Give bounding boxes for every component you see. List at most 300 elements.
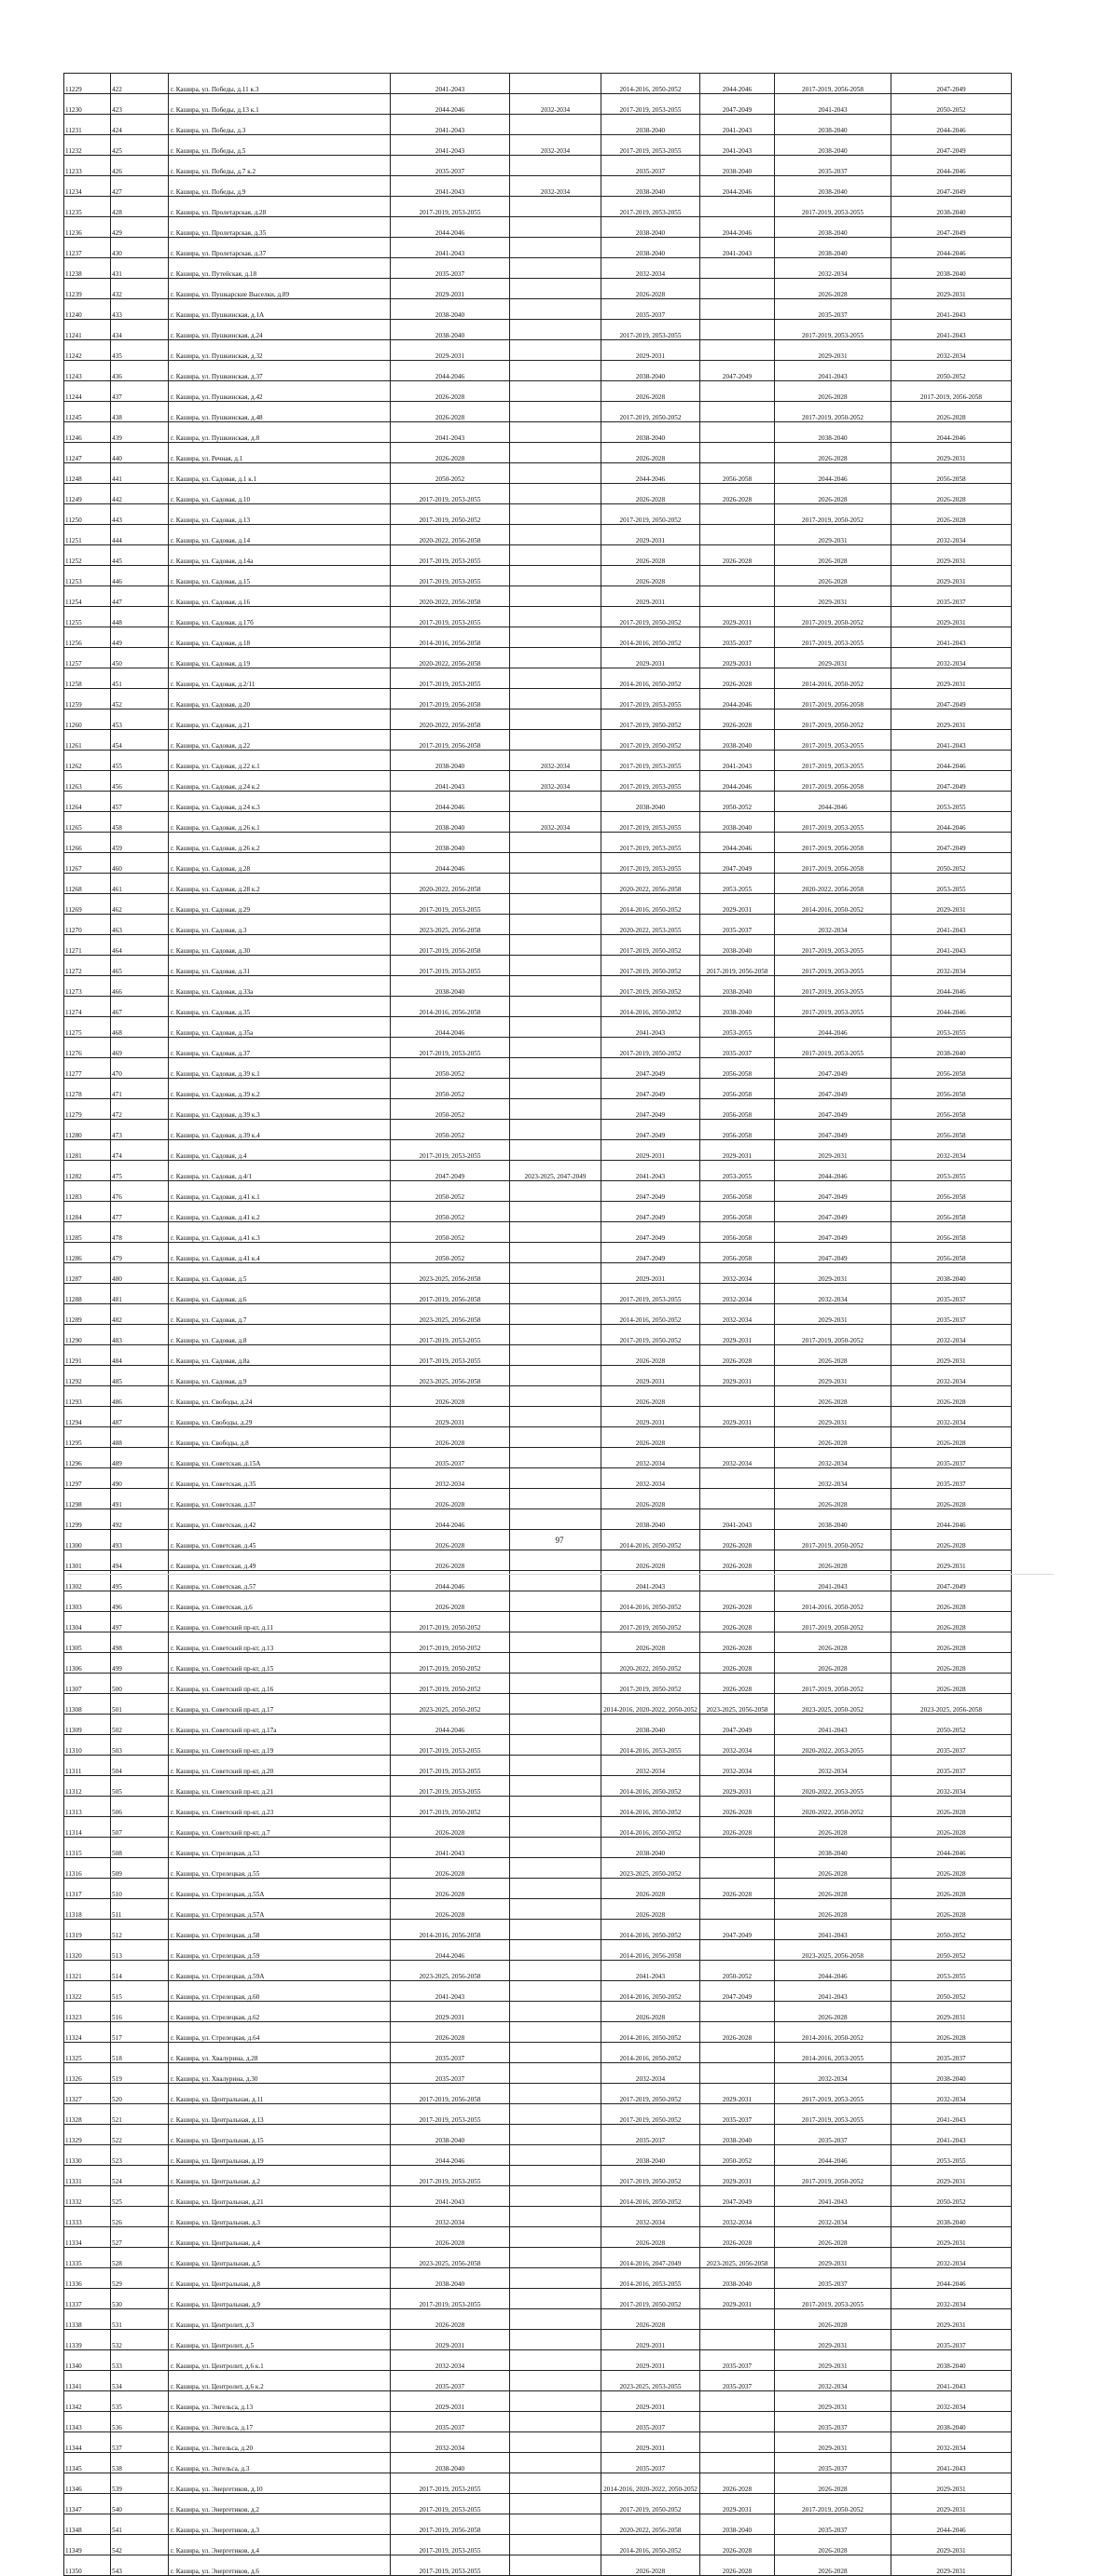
- cell-period-c: 2014-2016, 2053-2055: [601, 1735, 700, 1756]
- cell-period-b: [510, 730, 601, 751]
- cell-period-e: 2044-2046: [775, 1017, 891, 1038]
- cell-period-e: 2038-2040: [775, 238, 891, 258]
- cell-period-e: 2026-2028: [775, 2535, 891, 2555]
- cell-period-f: 2029-2031: [891, 2227, 1012, 2248]
- cell-period-c: 2014-2016, 2050-2052: [601, 627, 700, 648]
- cell-period-c: 2047-2049: [601, 1181, 700, 1202]
- cell-period-a: 2026-2028: [391, 1489, 510, 1509]
- cell-period-a: 2017-2019, 2056-2058: [391, 2514, 510, 2535]
- cell-row-number: 11262: [64, 751, 111, 771]
- cell-address: г. Кашира, ул. Садовая, д.20: [169, 689, 391, 709]
- cell-period-e: 2047-2049: [775, 1181, 891, 1202]
- cell-period-e: 2026-2028: [775, 2227, 891, 2248]
- cell-period-c: 2020-2022, 2053-2055: [601, 915, 700, 935]
- cell-period-c: 2047-2049: [601, 1222, 700, 1243]
- cell-period-f: 2032-2034: [891, 1140, 1012, 1161]
- cell-period-a: 2017-2019, 2053-2055: [391, 1038, 510, 1058]
- cell-item-number: 534: [111, 2371, 169, 2391]
- cell-period-f: 2047-2049: [891, 771, 1012, 792]
- cell-address: г. Кашира, ул. Центролит, д.3: [169, 2309, 391, 2330]
- cell-period-e: 2017-2019, 2050-2052: [775, 402, 891, 422]
- table-row: [64, 217, 1012, 238]
- cell-period-c: 2014-2016, 2050-2052: [601, 1530, 700, 1550]
- cell-period-e: 2044-2046: [775, 2145, 891, 2166]
- cell-period-d: 2047-2049: [700, 1715, 775, 1735]
- cell-period-f: 2029-2031: [891, 2309, 1012, 2330]
- cell-row-number: 11345: [64, 2453, 111, 2473]
- cell-period-b: [510, 709, 601, 730]
- cell-row-number: 11275: [64, 1017, 111, 1038]
- cell-period-f: 2026-2028: [891, 1530, 1012, 1550]
- cell-row-number: 11273: [64, 976, 111, 997]
- cell-item-number: 483: [111, 1325, 169, 1345]
- cell-period-b: [510, 627, 601, 648]
- cell-row-number: 11265: [64, 812, 111, 833]
- cell-period-b: [510, 381, 601, 402]
- table-row: [64, 1756, 1012, 1776]
- cell-period-f: 2053-2055: [891, 1017, 1012, 1038]
- cell-item-number: 472: [111, 1099, 169, 1120]
- cell-row-number: 11329: [64, 2125, 111, 2145]
- cell-item-number: 482: [111, 1304, 169, 1325]
- table-row: [64, 689, 1012, 709]
- cell-item-number: 502: [111, 1715, 169, 1735]
- cell-period-b: [510, 1735, 601, 1756]
- cell-address: г. Кашира, ул. Стрелецкая, д.60: [169, 1981, 391, 2002]
- cell-period-e: 2041-2043: [775, 1920, 891, 1940]
- cell-item-number: 450: [111, 648, 169, 668]
- cell-period-b: 2032-2034: [510, 751, 601, 771]
- table-row: [64, 1427, 1012, 1448]
- cell-row-number: 11236: [64, 217, 111, 238]
- cell-period-a: 2041-2043: [391, 1981, 510, 2002]
- cell-item-number: 500: [111, 1674, 169, 1694]
- cell-period-e: 2032-2034: [775, 1756, 891, 1776]
- cell-period-d: 2029-2031: [700, 648, 775, 668]
- cell-period-d: [700, 504, 775, 525]
- cell-address: г. Кашира, ул. Центральная, д.15: [169, 2125, 391, 2145]
- cell-period-f: 2038-2040: [891, 2063, 1012, 2084]
- table-row: [64, 648, 1012, 668]
- cell-period-e: 2047-2049: [775, 1079, 891, 1099]
- cell-item-number: 481: [111, 1284, 169, 1304]
- cell-period-b: [510, 504, 601, 525]
- cell-row-number: 11277: [64, 1058, 111, 1079]
- cell-period-d: [700, 1489, 775, 1509]
- cell-period-e: 2029-2031: [775, 340, 891, 361]
- cell-period-a: 2029-2031: [391, 2330, 510, 2350]
- cell-address: г. Кашира, ул. Центролит, д.6 к.2: [169, 2371, 391, 2391]
- table-row: [64, 915, 1012, 935]
- cell-period-a: 2026-2028: [391, 443, 510, 463]
- cell-period-a: 2017-2019, 2056-2058: [391, 935, 510, 956]
- cell-period-c: 2026-2028: [601, 381, 700, 402]
- cell-period-b: [510, 976, 601, 997]
- cell-address: г. Кашира, ул. Победы, д.9: [169, 176, 391, 197]
- cell-period-f: 2044-2046: [891, 1838, 1012, 1858]
- schedule-table: [63, 73, 1012, 2576]
- cell-period-c: 2017-2019, 2050-2052: [601, 504, 700, 525]
- cell-item-number: 474: [111, 1140, 169, 1161]
- cell-address: г. Кашира, ул. Садовая, д.24 к.2: [169, 771, 391, 792]
- cell-period-a: 2041-2043: [391, 1838, 510, 1858]
- table-row: [64, 1940, 1012, 1961]
- cell-period-a: 2050-2052: [391, 1202, 510, 1222]
- cell-item-number: 441: [111, 463, 169, 484]
- cell-period-d: 2056-2058: [700, 1058, 775, 1079]
- cell-period-f: 2056-2058: [891, 1058, 1012, 1079]
- table-row: [64, 976, 1012, 997]
- cell-address: г. Кашира, ул. Садовая, д.22 к.1: [169, 751, 391, 771]
- cell-period-a: 2017-2019, 2053-2055: [391, 545, 510, 566]
- cell-period-e: 2038-2040: [775, 1509, 891, 1530]
- cell-address: г. Кашира, ул. Энгельса, д.17: [169, 2412, 391, 2432]
- cell-period-d: [700, 1858, 775, 1879]
- cell-period-f: 2038-2040: [891, 2412, 1012, 2432]
- cell-row-number: 11343: [64, 2412, 111, 2432]
- cell-period-c: 2047-2049: [601, 1202, 700, 1222]
- cell-period-f: 2041-2043: [891, 2104, 1012, 2125]
- cell-row-number: 11288: [64, 1284, 111, 1304]
- cell-period-e: 2017-2019, 2050-2052: [775, 1325, 891, 1345]
- cell-address: г. Кашира, ул. Советский пр-кт, д.7: [169, 1817, 391, 1838]
- cell-period-e: 2017-2019, 2053-2055: [775, 997, 891, 1017]
- cell-period-f: 2050-2052: [891, 94, 1012, 115]
- cell-row-number: 11298: [64, 1489, 111, 1509]
- cell-item-number: 524: [111, 2166, 169, 2186]
- cell-period-e: 2029-2031: [775, 2391, 891, 2412]
- cell-period-c: 2029-2031: [601, 1407, 700, 1427]
- cell-address: г. Кашира, ул. Победы, д.13 к.1: [169, 94, 391, 115]
- cell-period-c: 2014-2016, 2050-2052: [601, 2043, 700, 2063]
- cell-address: г. Кашира, ул. Центральная, д.11: [169, 2084, 391, 2104]
- cell-period-f: 2026-2028: [891, 1899, 1012, 1920]
- cell-item-number: 434: [111, 320, 169, 340]
- cell-period-e: 2047-2049: [775, 1243, 891, 1263]
- cell-period-e: 2044-2046: [775, 1961, 891, 1981]
- cell-row-number: 11300: [64, 1530, 111, 1550]
- cell-period-f: 2041-2043: [891, 2125, 1012, 2145]
- cell-period-d: 2041-2043: [700, 115, 775, 135]
- cell-period-e: 2041-2043: [775, 361, 891, 381]
- cell-address: г. Кашира, ул. Хвалурина, д.28: [169, 2043, 391, 2063]
- cell-address: г. Кашира, ул. Советская, д.15А: [169, 1448, 391, 1468]
- cell-row-number: 11296: [64, 1448, 111, 1468]
- cell-period-f: 2035-2037: [891, 1735, 1012, 1756]
- cell-row-number: 11313: [64, 1797, 111, 1817]
- cell-period-d: [700, 299, 775, 320]
- cell-row-number: 11286: [64, 1243, 111, 1263]
- cell-period-d: 2032-2034: [700, 1448, 775, 1468]
- cell-period-b: [510, 1509, 601, 1530]
- cell-period-b: [510, 1448, 601, 1468]
- cell-period-b: 2032-2034: [510, 135, 601, 156]
- cell-address: г. Кашира, ул. Садовая, д.21: [169, 709, 391, 730]
- cell-period-f: 2026-2028: [891, 2022, 1012, 2043]
- cell-period-f: 2029-2031: [891, 709, 1012, 730]
- cell-period-e: 2026-2028: [775, 2309, 891, 2330]
- cell-period-a: 2017-2019, 2053-2055: [391, 2166, 510, 2186]
- cell-period-e: 2026-2028: [775, 381, 891, 402]
- cell-period-b: [510, 525, 601, 545]
- cell-address: г. Кашира, ул. Стрелецкая, д.62: [169, 2002, 391, 2022]
- cell-period-c: 2026-2028: [601, 1489, 700, 1509]
- cell-period-d: 2044-2046: [700, 217, 775, 238]
- cell-period-f: 2035-2037: [891, 1756, 1012, 1776]
- cell-period-f: 2041-2043: [891, 915, 1012, 935]
- cell-period-a: 2026-2028: [391, 402, 510, 422]
- cell-period-f: 2053-2055: [891, 1961, 1012, 1981]
- cell-period-f: 2026-2028: [891, 1489, 1012, 1509]
- cell-row-number: 11292: [64, 1366, 111, 1386]
- cell-period-b: [510, 1653, 601, 1674]
- cell-period-d: 2026-2028: [700, 1530, 775, 1550]
- cell-period-c: 2014-2016, 2050-2052: [601, 1591, 700, 1612]
- table-row: [64, 1509, 1012, 1530]
- cell-period-a: 2014-2016, 2056-2058: [391, 997, 510, 1017]
- cell-period-a: 2017-2019, 2053-2055: [391, 1756, 510, 1776]
- cell-period-f: 2041-2043: [891, 320, 1012, 340]
- cell-period-b: [510, 115, 601, 135]
- cell-address: г. Кашира, ул. Пушкинская, д.48: [169, 402, 391, 422]
- table-row: [64, 381, 1012, 402]
- cell-period-e: 2035-2037: [775, 2453, 891, 2473]
- cell-item-number: 438: [111, 402, 169, 422]
- cell-period-a: 2035-2037: [391, 156, 510, 176]
- cell-item-number: 521: [111, 2104, 169, 2125]
- cell-period-e: 2026-2028: [775, 279, 891, 299]
- cell-period-f: 2029-2031: [891, 668, 1012, 689]
- cell-row-number: 11290: [64, 1325, 111, 1345]
- table-row: [64, 2350, 1012, 2371]
- cell-item-number: 539: [111, 2473, 169, 2494]
- cell-period-d: 2056-2058: [700, 463, 775, 484]
- table-row: [64, 751, 1012, 771]
- cell-period-f: 2044-2046: [891, 115, 1012, 135]
- table-row: [64, 627, 1012, 648]
- cell-row-number: 11254: [64, 586, 111, 607]
- cell-address: г. Кашира, ул. Советская, д.6: [169, 1591, 391, 1612]
- cell-period-a: 2017-2019, 2053-2055: [391, 484, 510, 504]
- cell-item-number: 469: [111, 1038, 169, 1058]
- cell-address: г. Кашира, ул. Советская, д.37: [169, 1489, 391, 1509]
- cell-period-a: 2044-2046: [391, 1940, 510, 1961]
- cell-address: г. Кашира, ул. Центральная, д.21: [169, 2186, 391, 2207]
- cell-period-c: 2026-2028: [601, 1632, 700, 1653]
- cell-period-f: 2026-2028: [891, 1612, 1012, 1632]
- cell-period-f: 2029-2031: [891, 894, 1012, 915]
- cell-period-f: 2032-2034: [891, 2248, 1012, 2268]
- cell-period-e: 2029-2031: [775, 1140, 891, 1161]
- cell-period-c: 2029-2031: [601, 2330, 700, 2350]
- cell-row-number: 11310: [64, 1735, 111, 1756]
- cell-period-c: 2047-2049: [601, 1243, 700, 1263]
- cell-period-b: [510, 1099, 601, 1120]
- cell-item-number: 473: [111, 1120, 169, 1140]
- cell-period-a: 2038-2040: [391, 2268, 510, 2289]
- table-row: [64, 2289, 1012, 2309]
- cell-address: г. Кашира, ул. Садовая, д.19: [169, 648, 391, 668]
- cell-item-number: 485: [111, 1366, 169, 1386]
- cell-period-d: 2038-2040: [700, 2125, 775, 2145]
- cell-period-d: 2029-2031: [700, 1140, 775, 1161]
- cell-period-b: [510, 2104, 601, 2125]
- cell-item-number: 505: [111, 1776, 169, 1797]
- cell-period-d: 2026-2028: [700, 1632, 775, 1653]
- cell-period-f: 2044-2046: [891, 238, 1012, 258]
- cell-item-number: 522: [111, 2125, 169, 2145]
- cell-period-b: [510, 1140, 601, 1161]
- cell-address: г. Кашира, ул. Советский пр-кт, д.16: [169, 1674, 391, 1694]
- table-row: [64, 1591, 1012, 1612]
- table-row: [64, 1202, 1012, 1222]
- table-row: [64, 1489, 1012, 1509]
- table-row: [64, 1899, 1012, 1920]
- cell-period-c: 2017-2019, 2053-2055: [601, 853, 700, 874]
- cell-item-number: 531: [111, 2309, 169, 2330]
- cell-period-d: [700, 1940, 775, 1961]
- cell-period-c: 2017-2019, 2050-2052: [601, 1325, 700, 1345]
- cell-address: г. Кашира, ул. Садовая, д.14: [169, 525, 391, 545]
- table-row: [64, 668, 1012, 689]
- cell-period-f: 2038-2040: [891, 2350, 1012, 2371]
- cell-period-e: 2041-2043: [775, 1571, 891, 1591]
- cell-period-a: 2017-2019, 2056-2058: [391, 1284, 510, 1304]
- cell-period-a: 2038-2040: [391, 833, 510, 853]
- cell-period-d: 2035-2037: [700, 2371, 775, 2391]
- cell-period-e: 2017-2019, 2053-2055: [775, 2104, 891, 2125]
- cell-period-c: 2017-2019, 2050-2052: [601, 976, 700, 997]
- cell-period-d: 2056-2058: [700, 1120, 775, 1140]
- cell-period-f: 2026-2028: [891, 1653, 1012, 1674]
- table-row: [64, 1284, 1012, 1304]
- cell-period-c: 2017-2019, 2050-2052: [601, 2166, 700, 2186]
- cell-period-d: 2035-2037: [700, 2104, 775, 2125]
- cell-period-c: 2026-2028: [601, 545, 700, 566]
- cell-period-a: 2035-2037: [391, 2043, 510, 2063]
- table-row: [64, 812, 1012, 833]
- cell-period-b: [510, 1120, 601, 1140]
- cell-period-a: 2041-2043: [391, 771, 510, 792]
- cell-period-a: 2017-2019, 2056-2058: [391, 2084, 510, 2104]
- cell-address: г. Кашира, ул. Садовая, д.41 к.2: [169, 1202, 391, 1222]
- cell-period-e: 2017-2019, 2053-2055: [775, 197, 891, 217]
- cell-period-c: 2038-2040: [601, 422, 700, 443]
- table-row: [64, 566, 1012, 586]
- table-row: [64, 2207, 1012, 2227]
- cell-period-c: 2017-2019, 2050-2052: [601, 956, 700, 976]
- cell-period-d: 2044-2046: [700, 689, 775, 709]
- cell-period-a: 2017-2019, 2050-2052: [391, 504, 510, 525]
- cell-row-number: 11312: [64, 1776, 111, 1797]
- cell-period-b: 2032-2034: [510, 812, 601, 833]
- cell-period-e: 2041-2043: [775, 2186, 891, 2207]
- cell-period-f: 2032-2034: [891, 1325, 1012, 1345]
- table-row: [64, 258, 1012, 279]
- cell-period-f: 2050-2052: [891, 1940, 1012, 1961]
- cell-row-number: 11318: [64, 1899, 111, 1920]
- cell-period-b: [510, 299, 601, 320]
- table-row: [64, 1674, 1012, 1694]
- table-row: [64, 1961, 1012, 1981]
- cell-period-d: [700, 2063, 775, 2084]
- cell-period-f: 2029-2031: [891, 2002, 1012, 2022]
- cell-period-e: 2017-2019, 2050-2052: [775, 1612, 891, 1632]
- cell-period-c: 2026-2028: [601, 1345, 700, 1366]
- cell-address: г. Кашира, ул. Стрелецкая, д.55: [169, 1858, 391, 1879]
- cell-period-b: [510, 1612, 601, 1632]
- cell-period-d: 2032-2034: [700, 1263, 775, 1284]
- cell-period-e: 2017-2019, 2053-2055: [775, 320, 891, 340]
- cell-row-number: 11250: [64, 504, 111, 525]
- cell-row-number: 11322: [64, 1981, 111, 2002]
- cell-period-d: [700, 566, 775, 586]
- cell-period-f: 2041-2043: [891, 299, 1012, 320]
- cell-period-d: 2041-2043: [700, 1509, 775, 1530]
- table-row: [64, 340, 1012, 361]
- cell-address: г. Кашира, ул. Садовая, д.39 к.4: [169, 1120, 391, 1140]
- cell-address: г. Кашира, ул. Центральная, д.8: [169, 2268, 391, 2289]
- cell-item-number: 513: [111, 1940, 169, 1961]
- cell-period-e: 2026-2028: [775, 2473, 891, 2494]
- cell-period-b: [510, 2473, 601, 2494]
- cell-period-c: 2038-2040: [601, 1838, 700, 1858]
- table-row: [64, 997, 1012, 1017]
- cell-period-e: 2026-2028: [775, 1653, 891, 1674]
- cell-address: г. Кашира, ул. Пролетарская, д.37: [169, 238, 391, 258]
- cell-period-f: 2056-2058: [891, 1202, 1012, 1222]
- table-row: [64, 2002, 1012, 2022]
- cell-address: г. Кашира, ул. Садовая, д.3: [169, 915, 391, 935]
- cell-period-e: 2032-2034: [775, 915, 891, 935]
- cell-period-a: 2026-2028: [391, 1550, 510, 1571]
- cell-period-d: 2056-2058: [700, 1079, 775, 1099]
- scan-artifact-line: [67, 1574, 1054, 1575]
- cell-address: г. Кашира, ул. Садовая, д.22: [169, 730, 391, 751]
- cell-period-a: 2017-2019, 2050-2052: [391, 1797, 510, 1817]
- cell-period-d: [700, 2043, 775, 2063]
- cell-row-number: 11238: [64, 258, 111, 279]
- cell-item-number: 543: [111, 2555, 169, 2576]
- cell-row-number: 11235: [64, 197, 111, 217]
- cell-address: г. Кашира, ул. Садовая, д.35: [169, 997, 391, 1017]
- cell-period-b: [510, 1345, 601, 1366]
- cell-item-number: 437: [111, 381, 169, 402]
- cell-period-d: [700, 1427, 775, 1448]
- cell-period-d: 2035-2037: [700, 915, 775, 935]
- cell-period-b: [510, 1304, 601, 1325]
- cell-period-f: 2038-2040: [891, 258, 1012, 279]
- cell-period-d: 2032-2034: [700, 1756, 775, 1776]
- cell-address: г. Кашира, ул. Центролит, д.5: [169, 2330, 391, 2350]
- cell-period-a: 2017-2019, 2053-2055: [391, 2473, 510, 2494]
- cell-period-b: [510, 2514, 601, 2535]
- table-row: [64, 1161, 1012, 1181]
- cell-item-number: 471: [111, 1079, 169, 1099]
- cell-period-a: 2017-2019, 2053-2055: [391, 1735, 510, 1756]
- cell-period-b: [510, 2022, 601, 2043]
- cell-period-d: 2026-2028: [700, 2022, 775, 2043]
- cell-item-number: 427: [111, 176, 169, 197]
- cell-period-d: 2032-2034: [700, 1304, 775, 1325]
- cell-item-number: 499: [111, 1653, 169, 1674]
- cell-address: г. Кашира, ул. Садовая, д.18: [169, 627, 391, 648]
- cell-item-number: 467: [111, 997, 169, 1017]
- cell-period-b: [510, 1694, 601, 1715]
- table-row: [64, 2473, 1012, 2494]
- cell-period-b: [510, 1284, 601, 1304]
- cell-period-e: 2017-2019, 2053-2055: [775, 2289, 891, 2309]
